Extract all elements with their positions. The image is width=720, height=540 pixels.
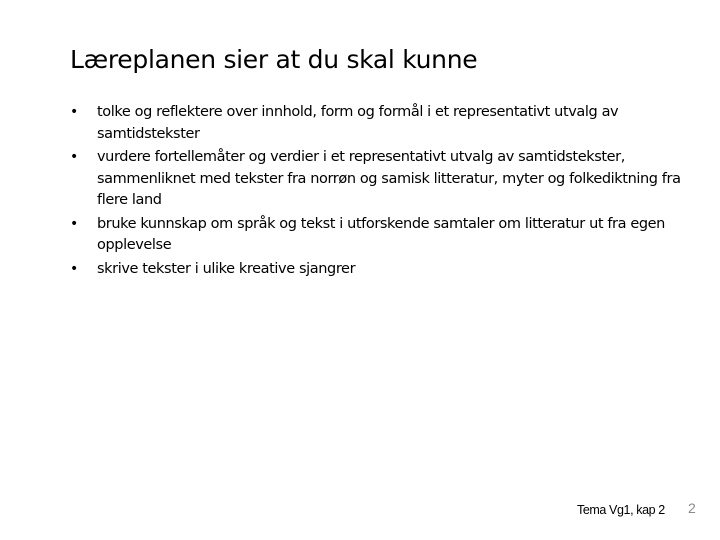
slide-title: Læreplanen sier at du skal kunne xyxy=(70,45,478,74)
bullet-item xyxy=(70,214,710,257)
bullet-point-icon: • xyxy=(70,104,78,120)
bullet-text: vurdere fortellemåter og verdier i et representativt utvalg av samtidstekster, sammenliknet med tekster fra norrøn og samisk litteratur, myter og folkediktning fra flere land xyxy=(97,149,681,208)
bullet-text: skrive tekster i ulike kreative sjangrer xyxy=(97,260,356,277)
bullet-text: tolke og reflektere over innhold, form og formål i et representativt utvalg av samtidstekster xyxy=(97,104,619,142)
bullet-text: bruke kunnskap om språk og tekst i utforskende samtaler om litteratur ut fra egen opplevelse xyxy=(97,215,665,253)
bullet-point-icon: • xyxy=(70,149,78,165)
bullet-list xyxy=(70,102,710,282)
bullet-point-icon: • xyxy=(70,215,78,232)
bullet-item xyxy=(70,259,710,281)
bullet-item xyxy=(70,147,710,212)
page-number: 2 xyxy=(688,500,696,516)
footer-chapter-label: Tema Vg1, kap 2 xyxy=(577,503,665,517)
bullet-point-icon: • xyxy=(70,260,78,277)
bullet-item xyxy=(70,102,710,145)
